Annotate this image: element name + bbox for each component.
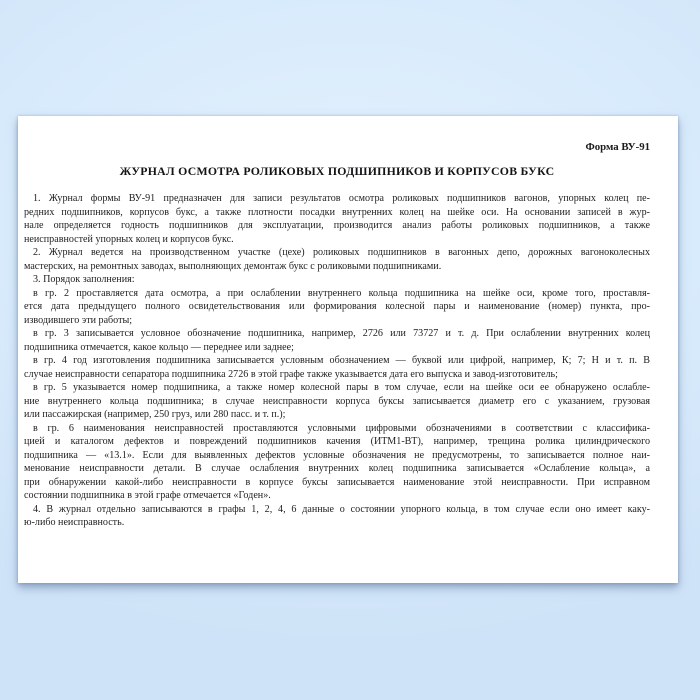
text-line: в гр. 2 проставляется дата осмотра, а при ослаблении внутреннего кольца подшипника на шейке оси, кроме того, проставля-	[33, 287, 650, 299]
text-line: мастерских, на ремонтных заводах, выполняющих демонтаж букс с роликовыми подшипниками.	[24, 260, 442, 272]
text-line: в гр. 5 указывается номер подшипника, а также номер колесной пары в том случае, если на шейке оси ее обнаружено ослабле-	[33, 382, 650, 393]
paragraph	[24, 327, 650, 354]
text-line: ние внутреннего кольца подшипника; в случае неисправности корпуса буксы записывается диаметр его с указанием, грузовая	[24, 395, 650, 407]
paragraph	[24, 273, 650, 287]
text-line: 1. Журнал формы ВУ-91 предназначен для записи результатов осмотра роликовых подшипников вагонов, упорных колец пе-	[33, 193, 650, 204]
text-line: 3. Порядок заполнения:	[33, 274, 135, 285]
paragraph	[24, 354, 650, 381]
text-line: ю-либо неисправность.	[24, 517, 125, 528]
text-line: в гр. 3 записывается условное обозначение подшипника, например, 2726 или 73727 и т. д. При ослаблении внутренних колец	[33, 328, 650, 339]
text-line: 4. В журнал отдельно записываются в графы 1, 2, 4, 6 данные о состоянии упорного кольца, в том случае если оно имеет каку-	[33, 503, 650, 515]
paragraph	[24, 422, 650, 503]
text-line: нале определяется годность подшипников для эксплуатации, производится анализ работы роликовых подшипников, а также	[24, 220, 650, 231]
text-line: 2. Журнал ведется на производственном участке (цехе) роликовых подшипников в вагонных депо, дорожных вагоноколесных	[33, 247, 650, 258]
text-line: изводившего эти работы;	[24, 314, 133, 326]
page-title: ЖУРНАЛ ОСМОТРА РОЛИКОВЫХ ПОДШИПНИКОВ И КОРПУСОВ БУКС	[119, 164, 555, 178]
document-body	[24, 192, 650, 530]
paragraph	[24, 192, 650, 246]
form-code-label: Форма ВУ-91	[585, 141, 650, 153]
text-line: состоянии подшипника в этой графе отмечается «Годен».	[24, 490, 271, 501]
text-line: подшипника — «13.1». Если для выявленных дефектов условные обозначения не предусмотрены, то записывается полное наи-	[24, 449, 650, 461]
text-line: в гр. 6 наименования неисправностей проставляются условными цифровыми обозначениями в соответствии с классифика-	[33, 422, 650, 434]
text-line: редних подшипников, корпусов букс, а также плотности посадки внутренних колец на шейке оси. На основании записей в жур-	[24, 206, 650, 218]
text-line: или пассажирская (например, 250 груз, или 280 пасс. и т. п.);	[24, 409, 286, 420]
text-line: подшипника отмечается, какое кольцо — переднее или заднее;	[24, 341, 294, 353]
text-line: ется дата предыдущего полного освидетельствования или формирования колесной пары и наименование (номер) пункта, про-	[24, 301, 650, 312]
text-line: неисправностей упорных колец и корпусов букс.	[24, 233, 234, 245]
text-line: в гр. 4 год изготовления подшипника записывается условным обозначением — буквой или цифрой, например, К; 7; Н и т. п. В	[33, 355, 650, 366]
text-line: цией и каталогом дефектов и повреждений подшипников качения (ИТМ1-ВТ), например, трещина ролика цилиндрического	[24, 436, 650, 447]
text-line: при обнаружении какой-либо неисправности в корпусе буксы записывается наименование этой неисправности. При исправном	[24, 476, 650, 488]
document-page	[18, 116, 678, 583]
text-line: менование неисправности детали. В случае ослабления внутренних колец подшипника записывается «Ослабление кольца», а	[24, 463, 650, 474]
paragraph	[24, 287, 650, 328]
paragraph	[24, 246, 650, 273]
paragraph	[24, 503, 650, 530]
text-line: случае неисправности сепаратора подшипника 2726 в этой графе также указывается дата его выпуска и завод-изготовитель;	[24, 368, 558, 380]
paragraph	[24, 381, 650, 422]
